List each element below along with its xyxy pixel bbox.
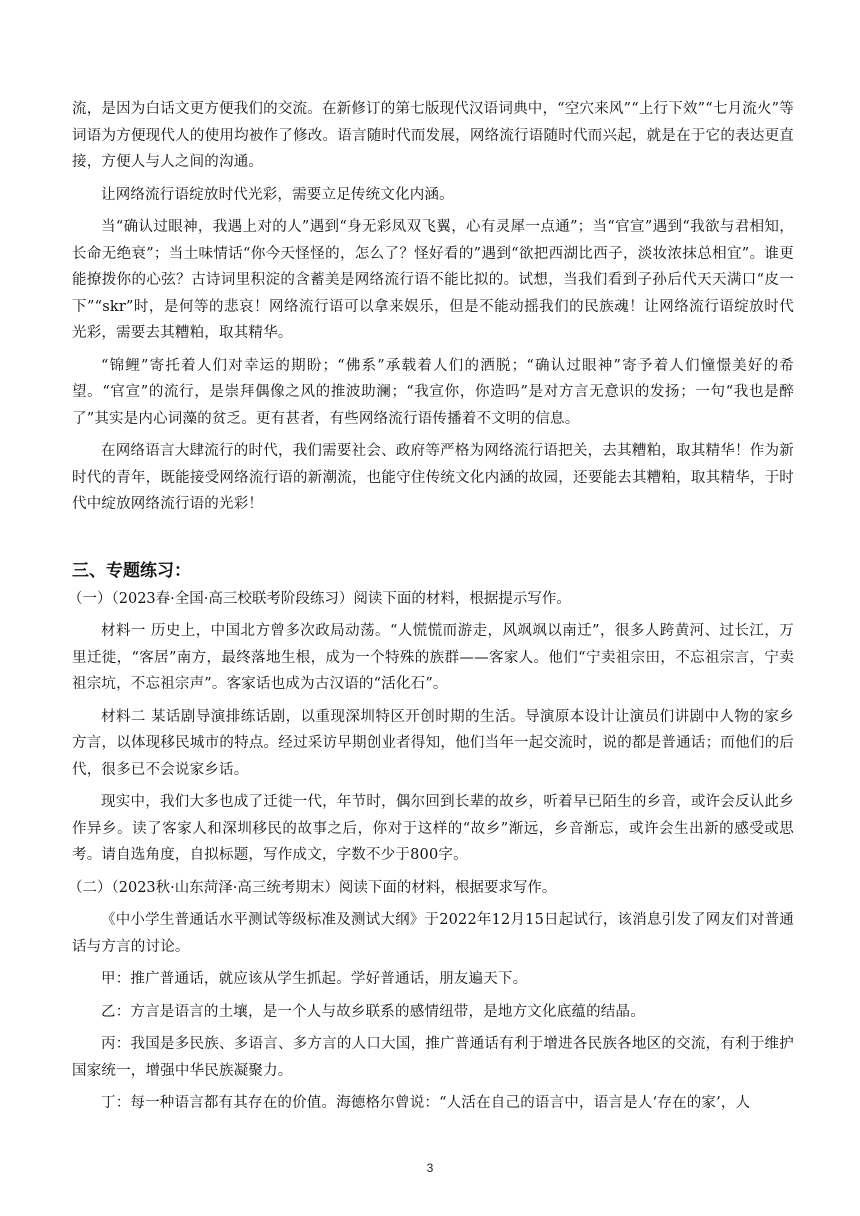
exercise-2-view: 甲：推广普通话，就应该从学生抓起。学好普通话，朋友遍天下。 [101,971,528,987]
essay-paragraph: 当“确认过眼神，我遇上对的人”遇到“身无彩凤双飞翼，心有灵犀一点通”；当“官宣”遇到“我欲与君相知，长命无绝衰”；当土味情话“你今天怪怪的，怎么了？怪好看的”遇到“欲把西湖比西子，淡妆浓抹总相宜”。谁更能撩拨你的心弦？古诗词里积淀的含蓄美是网络流行语不能比拟的。试想，当我们看到子孙后代天天满口“皮一下”“skr”时，是何等的悲哀！网络流行语可以拿来娱乐，但是不能动摇我们的民族魂！让网络流行语绽放时代光彩，需要去其糟粕，取其精华。 [72,219,794,341]
exercise-2-intro: 《中小学生普通话水平测试等级标准及测试大纲》于2022年12月15日起试行，该消息引发了网友们对普通话与方言的讨论。 [72,912,794,955]
exercise-2-view: 丁：每一种语言都有其存在的价值。海德格尔曾说：“人活在自己的语言中，语言是人‘存在的家’，人 [101,1095,751,1111]
essay-paragraph: 流，是因为白话文更方便我们的交流。在新修订的第七版现代汉语词典中，“空穴来风”“上行下效”“七月流火”等词语为方便现代人的使用均被作了修改。语言随时代而发展，网络流行语随时代而兴起，就是在于它的表达更直接，方便人与人之间的沟通。 [72,101,794,170]
essay-paragraph: 在网络语言大肆流行的时代，我们需要社会、政府等严格为网络流行语把关，去其糟粕，取其精华！作为新时代的青年，既能接受网络流行语的新潮流，也能守住传统文化内涵的故园，还要能去其糟粕，取其精华，于时代中绽放网络流行语的光彩！ [72,443,794,512]
section-heading: 三、专题练习： [72,560,191,581]
page-number: 3 [426,1161,434,1175]
exercise-1-heading: （一）（2023春·全国·高三校联考阶段练习）阅读下面的材料，根据提示写作。 [68,590,571,607]
exercise-2-heading: （二）（2023秋·山东菏泽·高三统考期末）阅读下面的材料，根据要求写作。 [68,879,557,896]
exercise-1-prompt: 现实中，我们大多也成了迁徙一代，年节时，偶尔回到长辈的故乡，听着早已陌生的乡音，或许会反认此乡作异乡。读了客家人和深圳移民的故事之后，你对于这样的“故乡”渐远，乡音渐忘，或许会生出新的感受或思考。请自选角度，自拟标题，写作成文，字数不少于800字。 [72,794,794,863]
exercise-2-view: 丙：我国是多民族、多语言、多方言的人口大国，推广普通话有利于增进各民族各地区的交流，有利于维护国家统一，增强中华民族凝聚力。 [72,1036,794,1079]
exercise-1-material-1: 材料一 历史上，中国北方曾多次政局动荡。“人慌慌而游走，风飒飒以南迁”，很多人跨黄河、过长江，万里迁徙，“客居”南方，最终落地生根，成为一个特殊的族群——客家人。他们“宁卖祖宗田，不忘祖宗言，宁卖祖宗坑，不忘祖宗声”。客家话也成为古汉语的“活化石”。 [72,623,794,692]
essay-paragraph: “锦鲤”寄托着人们对幸运的期盼；“佛系”承载着人们的洒脱；“确认过眼神”寄予着人们憧憬美好的希望。“官宣”的流行，是崇拜偶像之风的推波助澜；“我宣你，你造吗”是对方言无意识的发扬；一句“我也是醉了”其实是内心词藻的贫乏。更有甚者，有些网络流行语传播着不文明的信息。 [72,357,794,427]
page-content [68,96,794,1123]
exercise-2-view: 乙：方言是语言的土壤，是一个人与故乡联系的感情纽带，是地方文化底蕴的结晶。 [101,1003,645,1020]
essay-paragraph: 让网络流行语绽放时代光彩，需要立足传统文化内涵。 [101,186,454,203]
exercise-1-material-2: 材料二 某话剧导演排练话剧，以重现深圳特区开创时期的生活。导演原本设计让演员们讲剧中人物的家乡方言，以体现移民城市的特点。经过采访早期创业者得知，他们当年一起交流时，说的都是普通话；而他们的后代，很多已不会说家乡话。 [72,708,794,778]
